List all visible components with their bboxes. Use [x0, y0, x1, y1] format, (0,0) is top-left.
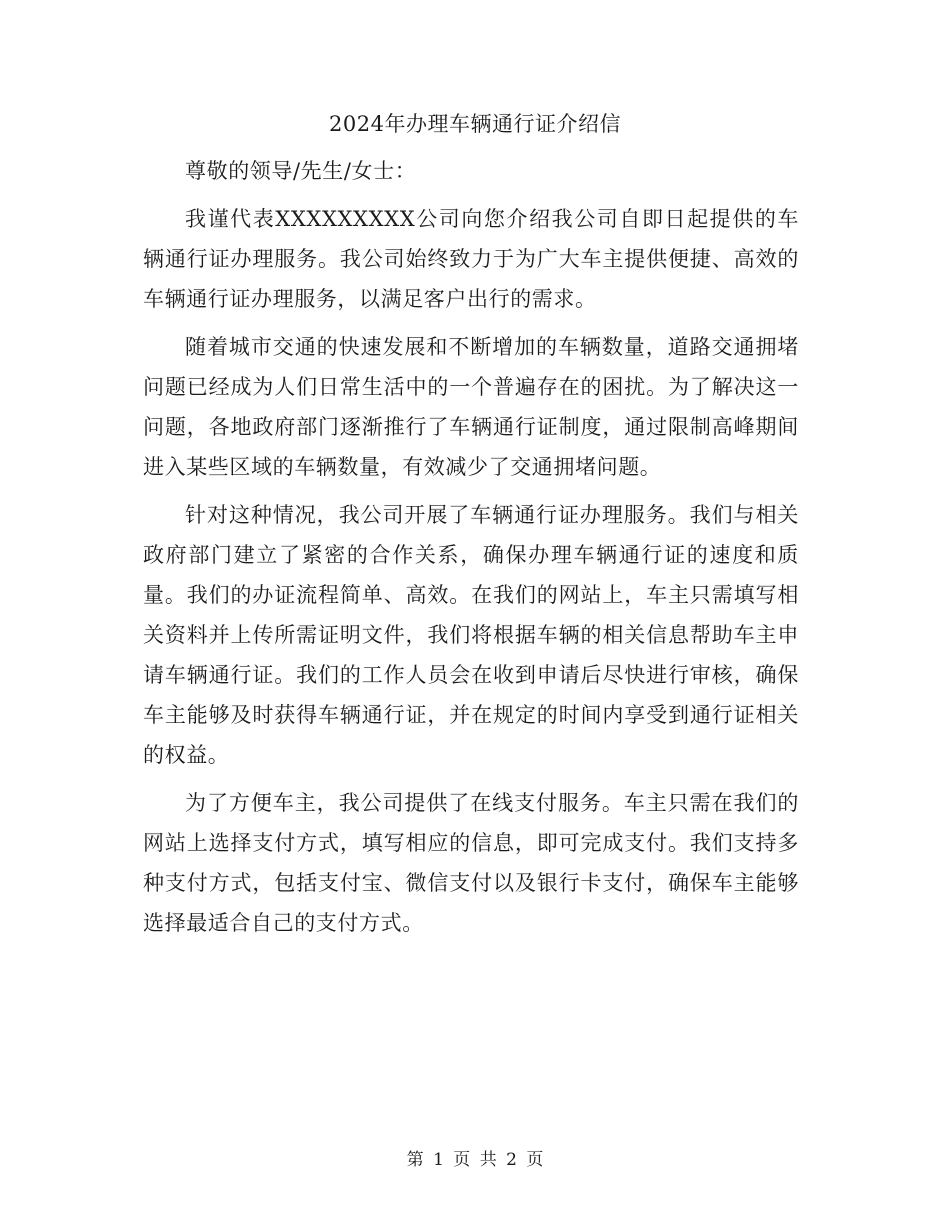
- page-number-footer: 第 1 页 共 2 页: [406, 1150, 544, 1170]
- salutation: 尊敬的领导/先生/女士：: [185, 159, 417, 183]
- paragraph-background: 随着城市交通的快速发展和不断增加的车辆数量，道路交通拥堵问题已经成为人们日常生活中的一个普遍存在的困扰。为了解决这一问题，各地政府部门逐渐推行了车辆通行证制度，通过限制高峰期间进入某些区域的车辆数量，有效减少了交通拥堵问题。: [143, 335, 799, 479]
- paragraph-payment: 为了方便车主，我公司提供了在线支付服务。车主只需在我们的网站上选择支付方式，填写相应的信息，即可完成支付。我们支持多种支付方式，包括支付宝、微信支付以及银行卡支付，确保车主能够选择最适合自己的支付方式。: [143, 791, 799, 935]
- paragraph-intro: 我谨代表XXXXXXXXX公司向您介绍我公司自即日起提供的车辆通行证办理服务。我公司始终致力于为广大车主提供便捷、高效的车辆通行证办理服务，以满足客户出行的需求。: [143, 207, 799, 311]
- document-title: 2024年办理车辆通行证介绍信: [329, 112, 621, 136]
- document-body: [143, 151, 799, 943]
- paragraph-service: 针对这种情况，我公司开展了车辆通行证办理服务。我们与相关政府部门建立了紧密的合作关系，确保办理车辆通行证的速度和质量。我们的办证流程简单、高效。在我们的网站上，车主只需填写相关资料并上传所需证明文件，我们将根据车辆的相关信息帮助车主申请车辆通行证。我们的工作人员会在收到申请后尽快进行审核，确保车主能够及时获得车辆通行证，并在规定的时间内享受到通行证相关的权益。: [143, 503, 799, 767]
